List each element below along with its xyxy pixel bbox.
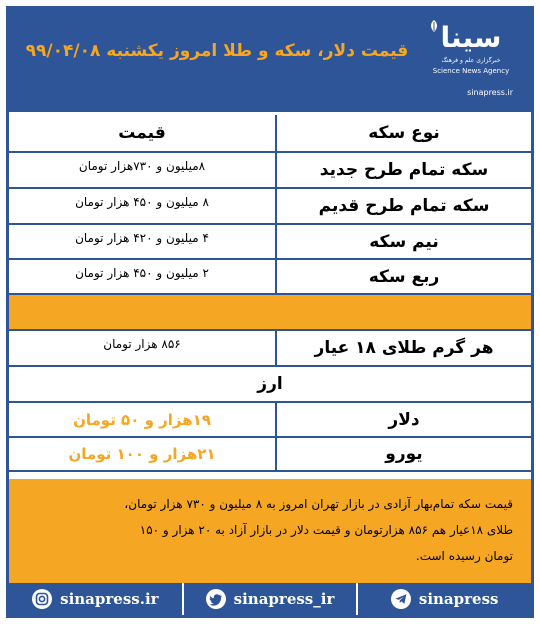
instagram-icon: [32, 589, 52, 609]
infographic-card: [6, 6, 534, 618]
currency-price: ۱۹هزار و ۵۰ تومان: [73, 410, 211, 429]
table-header-row: [9, 115, 531, 153]
column-header-type: نوع سکه: [275, 115, 531, 151]
instagram-link[interactable]: [9, 583, 184, 615]
instagram-handle: sinapress.ir: [60, 590, 159, 608]
gold-row: [9, 331, 531, 367]
coin-price: ۲ میلیون و ۴۵۰ هزار تومان: [75, 266, 209, 280]
table-row: [9, 225, 531, 260]
coin-price: ۴ میلیون و ۴۲۰ هزار تومان: [75, 231, 209, 245]
price-table: [9, 115, 531, 472]
logo-site: sinapress.ir: [467, 88, 513, 97]
currency-row: [9, 403, 531, 438]
coin-name: نیم سکه: [275, 225, 531, 258]
column-header-price: قیمت: [118, 123, 166, 143]
telegram-icon: [391, 589, 411, 609]
twitter-link[interactable]: [184, 583, 359, 615]
coin-price: ۸میلیون و ۷۳۰هزار تومان: [78, 159, 206, 173]
twitter-icon: [206, 589, 226, 609]
gold-name: هر گرم طلای ۱۸ عیار: [275, 331, 531, 365]
currency-name: یورو: [275, 438, 531, 470]
note-line: طلای ۱۸عیار هم ۸۵۶ هزارتومان و قیمت دلار در بازار آزاد به ۲۰ هزار و ۱۵۰: [139, 523, 513, 537]
gold-price: ۸۵۶ هزار تومان: [103, 337, 181, 351]
table-row: [9, 153, 531, 189]
coin-name: ربع سکه: [275, 260, 531, 293]
logo-english: Science News Agency: [432, 67, 510, 75]
coin-name: سکه تمام طرح قدیم: [275, 189, 531, 223]
logo-word: سینا: [440, 21, 502, 54]
coin-name: سکه تمام طرح جدید: [275, 153, 531, 187]
currency-heading: ارز: [9, 367, 531, 403]
telegram-handle: sinapress: [418, 590, 499, 608]
separator-band: [9, 295, 531, 331]
page-title: قیمت دلار، سکه و طلا امروز یکشنبه ۹۹/۰۴/۰۸: [25, 41, 409, 61]
logo-subtitle: خبرگزاری علم و فرهنگ: [441, 57, 501, 64]
currency-price: ۲۱هزار و ۱۰۰ تومان: [68, 445, 216, 463]
note-line: قیمت سکه تمام‌بهار آزادی در بازار تهران امروز به ۸ میلیون و ۷۳۰ هزار تومان،: [124, 497, 513, 511]
telegram-link[interactable]: [358, 583, 531, 615]
currency-name: دلار: [275, 403, 531, 436]
summary-note: [9, 479, 531, 583]
social-footer: [9, 583, 531, 615]
currency-row: [9, 438, 531, 472]
table-row: [9, 260, 531, 295]
sina-logo: [425, 17, 517, 77]
table-row: [9, 189, 531, 225]
twitter-handle: sinapress_ir: [233, 590, 335, 608]
note-line: تومان رسیده است.: [415, 549, 513, 563]
coin-price: ۸ میلیون و ۴۵۰ هزار تومان: [75, 195, 209, 209]
header-banner: [9, 9, 531, 112]
